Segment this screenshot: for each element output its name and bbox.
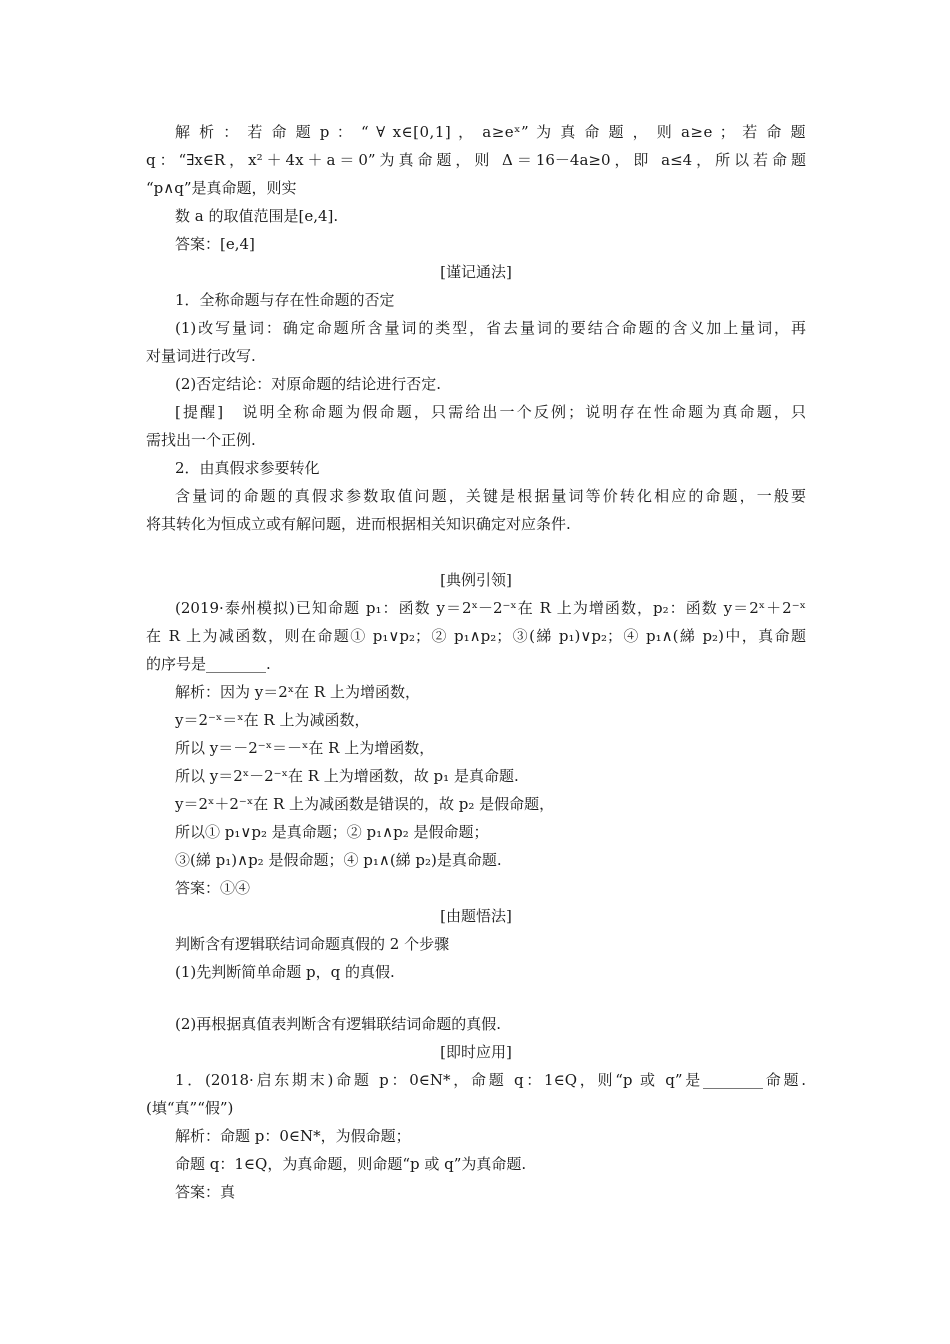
- method-point-2-text: 含量词的命题的真假求参数取值问题，关键是根据量词等价转化相应的命题，一般要: [175, 487, 806, 505]
- example-solution-1: 解析：因为 y＝2ˣ在 R 上为增函数，: [175, 683, 420, 701]
- example-solution-2: y＝2⁻ˣ＝ˣ在 R 上为减函数，: [175, 711, 370, 729]
- insight-intro: 判断含有逻辑联结词命题真假的 2 个步骤: [175, 935, 450, 953]
- application-question-1-cont: (填“真”“假”): [146, 1099, 234, 1117]
- answer-1: 答案：[e,4]: [175, 235, 255, 253]
- section-heading-example: [典例引领]: [440, 571, 512, 589]
- application-answer: 答案：真: [175, 1183, 236, 1201]
- section-heading-method: [谨记通法]: [440, 263, 512, 281]
- example-question-3: 的序号是________.: [146, 655, 271, 673]
- example-solution-4: 所以 y＝2ˣ－2⁻ˣ在 R 上为增函数，故 p₁ 是真命题.: [175, 767, 519, 785]
- example-question-1: (2019·泰州模拟)已知命题 p₁：函数 y＝2ˣ－2⁻ˣ在 R 上为增函数，p₂：函数 y＝2ˣ＋2⁻ˣ: [175, 599, 806, 617]
- application-question-1: 1．(2018·启东期末)命题 p：0∈N*，命题 q：1∈Q，则“p 或 q”是________命题.: [175, 1071, 806, 1089]
- analysis-line-1: 解 析 ： 若 命 题 p ： “ ∀ x∈[0,1] ， a≥eˣ” 为 真 命 题 ， 则 a≥e ； 若 命 题: [175, 123, 806, 141]
- insight-step-2: (2)再根据真值表判断含有逻辑联结词命题的真假.: [175, 1015, 502, 1033]
- insight-step-1: (1)先判断简单命题 p，q 的真假.: [175, 963, 395, 981]
- method-point-2-text-cont: 将其转化为恒成立或有解问题，进而根据相关知识确定对应条件.: [146, 515, 571, 533]
- application-solution-2: 命题 q：1∈Q，为真命题，则命题“p 或 q”为真命题.: [175, 1155, 527, 1173]
- section-heading-application: [即时应用]: [440, 1043, 512, 1061]
- method-point-1-1: (1)改写量词：确定命题所含量词的类型，省去量词的要结合命题的含义加上量词，再: [175, 319, 806, 337]
- section-heading-insight: [由题悟法]: [440, 907, 512, 925]
- analysis-line-4: 数 a 的取值范围是[e,4].: [175, 207, 339, 225]
- reminder-line: [提醒] 说明全称命题为假命题，只需给出一个反例；说明存在性命题为真命题，只: [175, 403, 806, 421]
- method-point-1-2: (2)否定结论：对原命题的结论进行否定.: [175, 375, 442, 393]
- method-point-1: 1．全称命题与存在性命题的否定: [175, 291, 395, 309]
- analysis-line-2: q：“∃x∈R，x²＋4x＋a＝0”为真命题，则 Δ＝16－4a≥0，即 a≤4，所以若命题: [146, 151, 806, 169]
- method-point-2: 2．由真假求参要转化: [175, 459, 320, 477]
- reminder-line-cont: 需找出一个正例.: [146, 431, 256, 449]
- example-solution-5: y＝2ˣ＋2⁻ˣ在 R 上为减函数是错误的，故 p₂ 是假命题，: [175, 795, 555, 813]
- example-solution-7: ③(綈 p₁)∧p₂ 是假命题；④ p₁∧(綈 p₂)是真命题.: [175, 851, 502, 869]
- example-answer: 答案：①④: [175, 879, 251, 897]
- application-solution-1: 解析：命题 p：0∈N*，为假命题；: [175, 1127, 411, 1145]
- example-question-2: 在 R 上为减函数，则在命题① p₁∨p₂；② p₁∧p₂；③(綈 p₁)∨p₂；④ p₁∧(綈 p₂)中，真命题: [146, 627, 806, 645]
- analysis-line-3: “p∧q”是真命题，则实: [146, 179, 297, 197]
- example-solution-6: 所以① p₁∨p₂ 是真命题；② p₁∧p₂ 是假命题；: [175, 823, 489, 841]
- example-solution-3: 所以 y＝－2⁻ˣ＝－ˣ在 R 上为增函数，: [175, 739, 435, 757]
- method-point-1-1-cont: 对量词进行改写.: [146, 347, 256, 365]
